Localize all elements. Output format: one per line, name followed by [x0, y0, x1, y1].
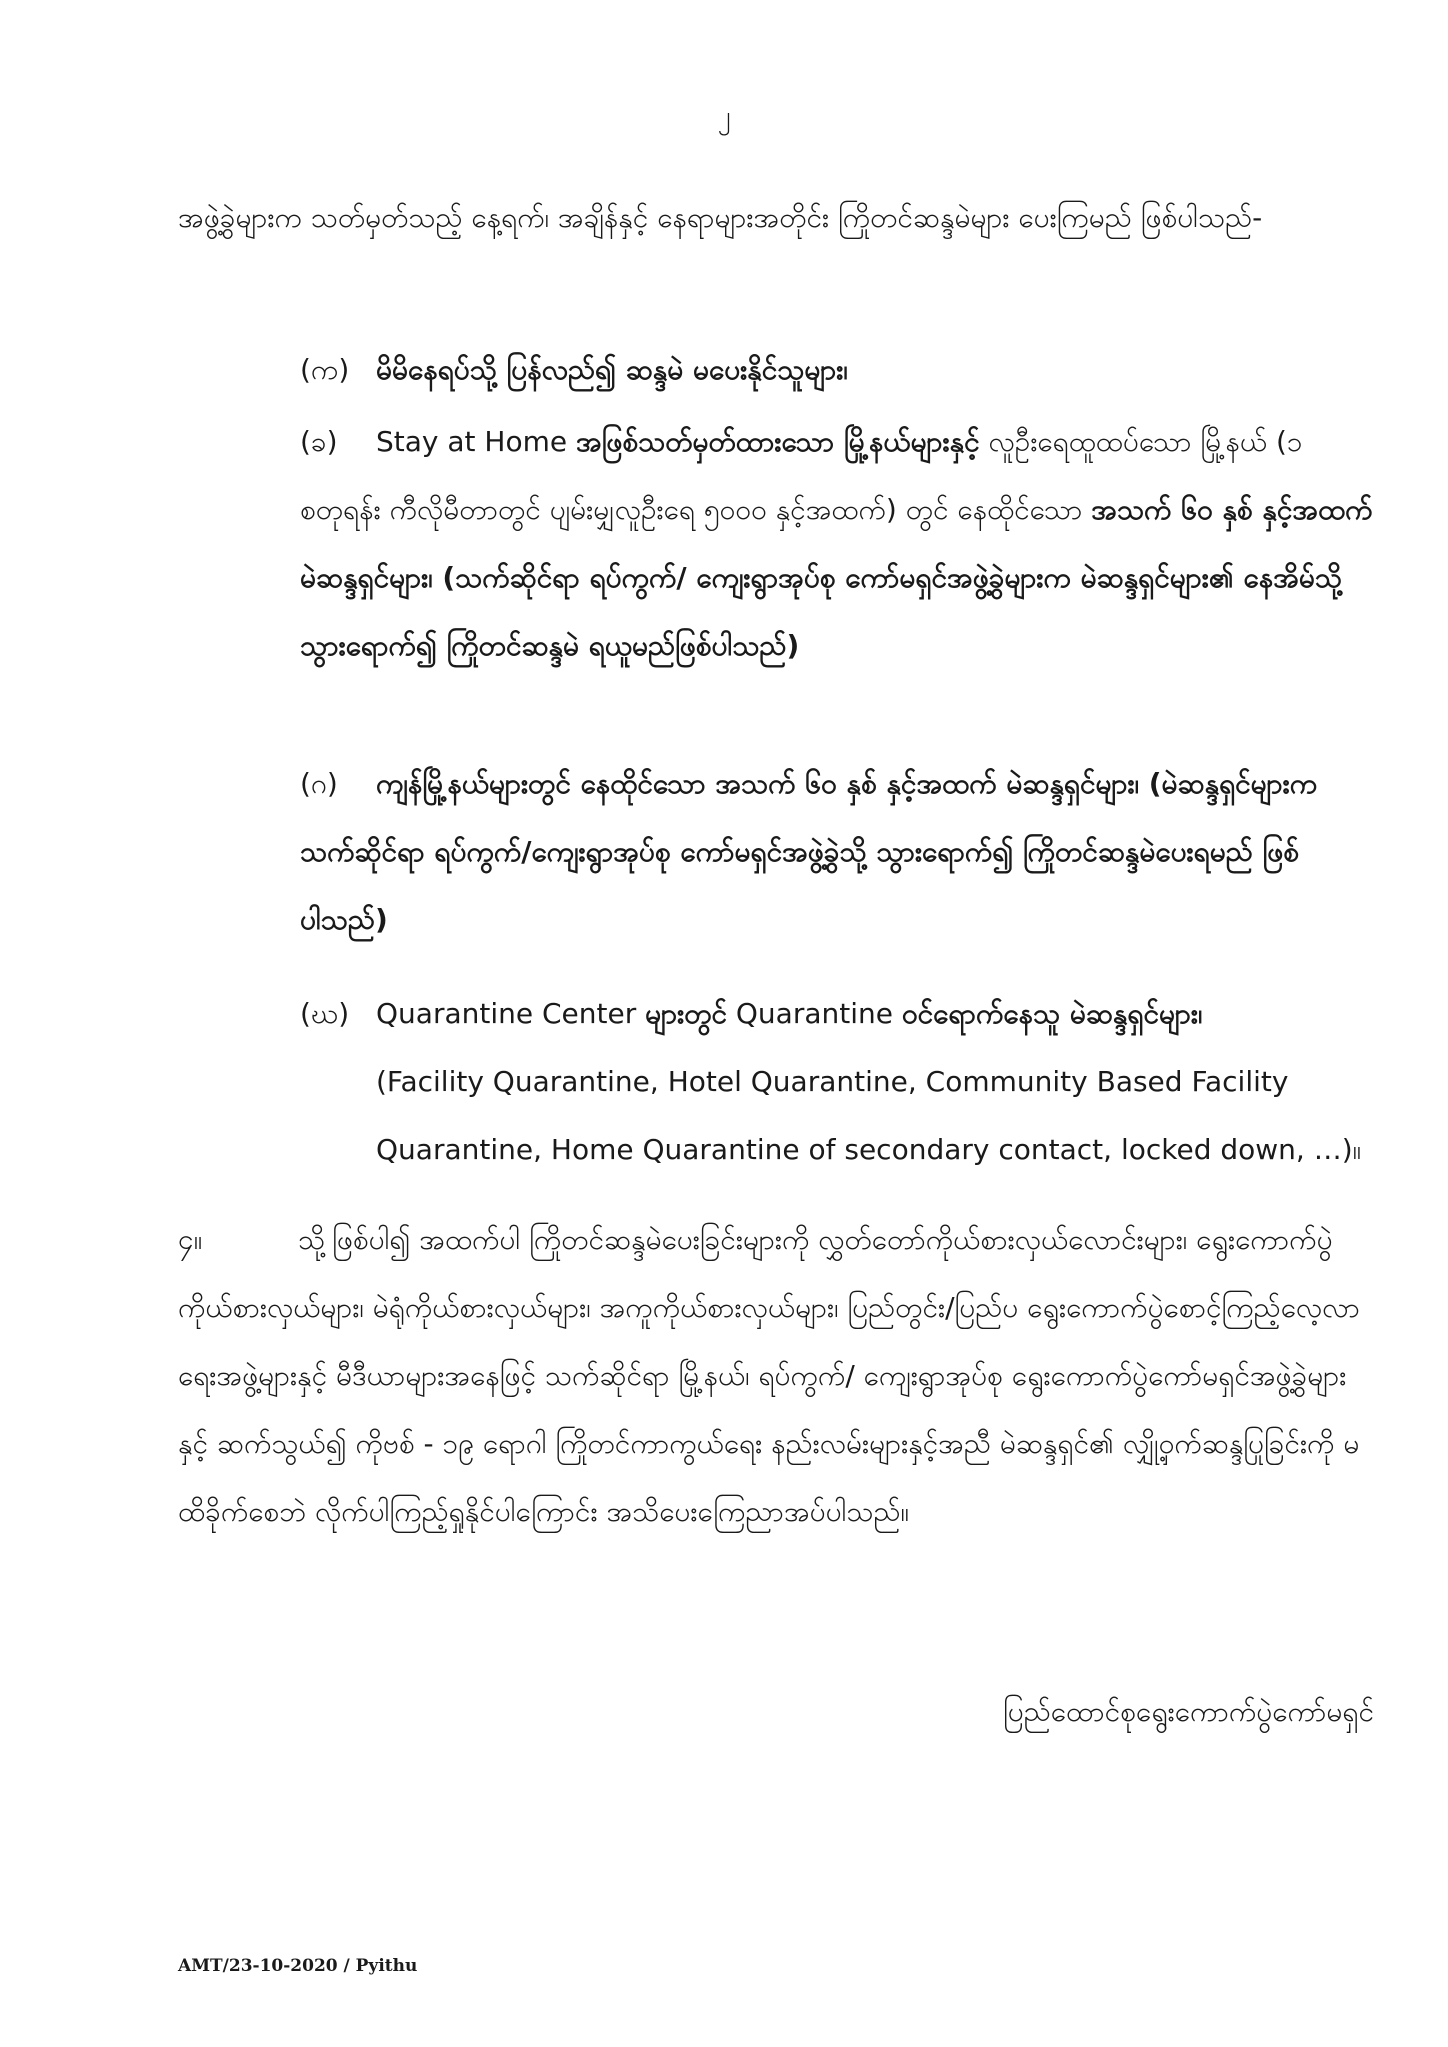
footer-reference: AMT/23-10-2020 / Pyithu — [178, 1956, 418, 1976]
item-marker: (ဃ) — [300, 997, 350, 1030]
list-item-ka — [300, 336, 1374, 404]
item-text-bold: ဝင်ရောက်နေသူ မဲဆန္ဒရှင်များ၊ — [901, 997, 1203, 1030]
item-text: လူဦးရေထူထပ်သော မြို့နယ် (၁ စတုရန်း ကီလိုမီတာတွင် ပျမ်းမျှလူဦးရေ ၅၀၀၀ နှင့်အထက်) တွင် နေထိုင်သော — [300, 425, 1303, 526]
item-text-bold: အဖြစ်သတ်မှတ်ထားသော မြို့နယ်များနှင့် — [576, 425, 980, 458]
item-text-latin: Quarantine Center — [376, 997, 637, 1030]
item-text-bold: အသက် ၆၀ နှစ် နှင့်အထက် မဲဆန္ဒရှင်များ၊ (သက်ဆိုင်ရာ ရပ်ကွက်/ ကျေးရွာအုပ်စု ကော်မရှင်အဖွဲ့ခွဲများက မဲဆန္ဒရှင်များ၏ နေအိမ်သို့ သွားရောက်၍ ကြိုတင်ဆန္ဒမဲ ရယူမည်ဖြစ်ပါသည်) — [300, 493, 1373, 662]
list-item-gha — [300, 980, 1374, 1184]
item-text: မိမိနေရပ်သို့ ပြန်လည်၍ ဆန္ဒမဲ မပေးနိုင်သူများ၊ — [376, 353, 848, 386]
intro-paragraph: အဖွဲ့ခွဲများက သတ်မှတ်သည့် နေ့ရက်၊ အချိန်နှင့် နေရာများအတိုင်း ကြိုတင်ဆန္ဒမဲများ ပေးကြမည် ဖြစ်ပါသည်- — [178, 201, 1263, 234]
item-marker: (က) — [300, 353, 350, 386]
item-text-latin: (Facility Quarantine, Hotel Quarantine, Community Based Facility Quarantine, Home Quarantine of secondary contact, locked down, …)။ — [376, 1065, 1362, 1166]
page-number: ၂ — [717, 101, 731, 131]
paragraph-number: ၄။ — [178, 1223, 203, 1256]
paragraph-text: သို့ဖြစ်ပါ၍ အထက်ပါ ကြိုတင်ဆန္ဒမဲပေးခြင်းများကို လွှတ်တော်ကိုယ်စားလှယ်လောင်းများ၊ ရွေးကောက်ပွဲကိုယ်စားလှယ်များ၊ မဲရုံကိုယ်စားလှယ်များ၊ အကူကိုယ်စားလှယ်များ၊ ပြည်တွင်း/ပြည်ပ ရွေးကောက်ပွဲစောင့်ကြည့်လေ့လာရေးအဖွဲ့များနှင့် မီဒီယာများအနေဖြင့် သက်ဆိုင်ရာ မြို့နယ်၊ ရပ်ကွက်/ ကျေးရွာအုပ်စု ရွေးကောက်ပွဲကော်မရှင်အဖွဲ့ခွဲများနှင့် ဆက်သွယ်၍ ကိုဗစ် - ၁၉ ရောဂါ ကြိုတင်ကာကွယ်ရေး နည်းလမ်းများနှင့်အညီ မဲဆန္ဒရှင်၏ လျှို့ဝှက်ဆန္ဒပြုခြင်းကို မထိခိုက်စေဘဲ လိုက်ပါကြည့်ရှုနိုင်ပါကြောင်း အသိပေးကြေညာအပ်ပါသည်။ — [178, 1223, 1360, 1528]
item-marker: (ခ) — [300, 425, 338, 458]
item-marker: (ဂ) — [300, 767, 338, 800]
list-item-ga — [300, 750, 1374, 954]
list-item-kha — [300, 408, 1374, 680]
signature: ပြည်ထောင်စုရွေးကောက်ပွဲကော်မရှင် — [1003, 1695, 1374, 1728]
item-text: ကျန်မြို့နယ်များတွင် နေထိုင်သော အသက် ၆၀ နှစ် နှင့်အထက် မဲဆန္ဒရှင်များ၊ (မဲဆန္ဒရှင်များက သက်ဆိုင်ရာ ရပ်ကွက်/ကျေးရွာအုပ်စု ကော်မရှင်အဖွဲ့ခွဲသို့ သွားရောက်၍ ကြိုတင်ဆန္ဒမဲပေးရမည် ဖြစ်ပါသည်) — [300, 767, 1318, 936]
paragraph-4 — [178, 1206, 1374, 1546]
item-text-latin: Quarantine — [735, 997, 893, 1030]
item-text-bold: များတွင် — [645, 997, 727, 1030]
item-text-latin: Stay at Home — [376, 425, 568, 458]
